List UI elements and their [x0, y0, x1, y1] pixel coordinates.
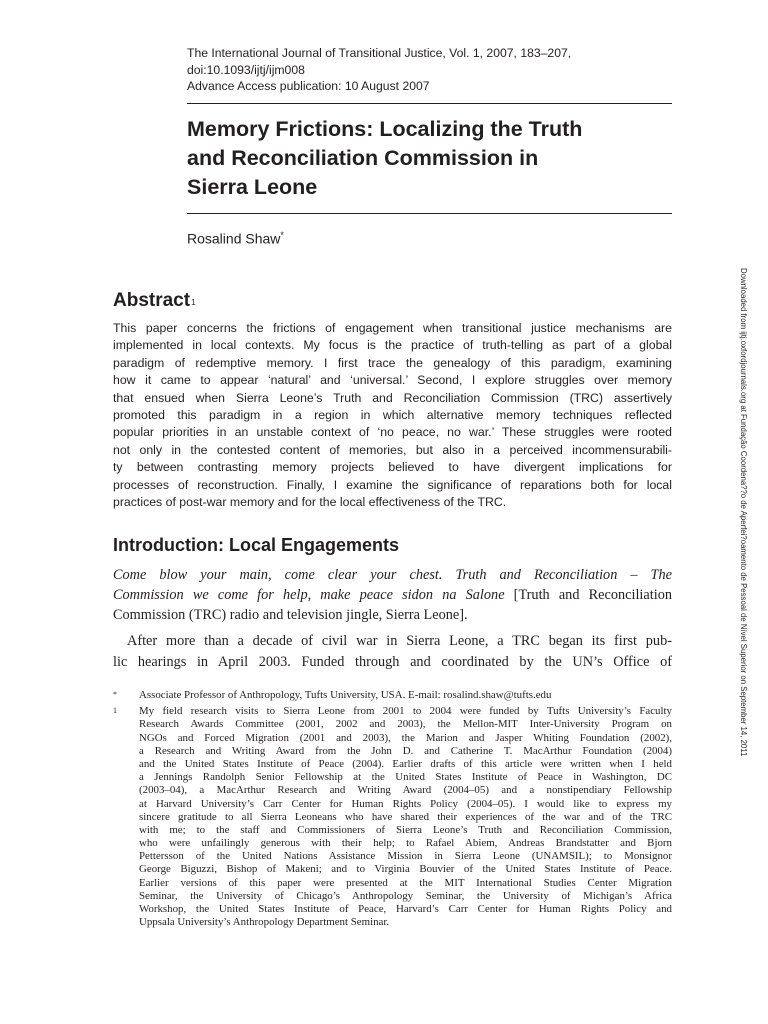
footnote-line: Associate Professor of Anthropology, Tufts University, USA. E-mail: rosalind.shaw@tufts.edu — [139, 689, 552, 701]
abstract-heading — [113, 290, 196, 312]
footnote-line: (2003–04), a MacArthur Research and Writing Award (2004–05) and a nonstipendiary Fellowship — [139, 784, 672, 797]
abstract-line: practices of post-war memory and for the local effectiveness of the TRC. — [113, 494, 507, 509]
abstract-body — [113, 320, 672, 511]
footnote-author — [113, 689, 672, 702]
footnote-line: My field research visits to Sierra Leone from 2001 to 2004 were funded by Tufts University’s Faculty — [139, 705, 672, 718]
title-top-rule — [187, 103, 672, 104]
title-line: Sierra Leone — [187, 175, 318, 199]
abstract-line: how it came to appear ‘natural’ and ‘universal.’ Second, I explore struggles over memory — [113, 373, 672, 388]
author-byline — [187, 230, 284, 247]
doi: doi:10.1093/ijtj/ijm008 — [187, 62, 305, 77]
journal-header — [187, 45, 687, 95]
epigraph-italic-text: Commission we come for help, make peace sidon na Salone — [113, 586, 505, 603]
footnote-line: Workshop, the United States Institute of Peace, Harvard’s Carr Center for Human Rights Policy and — [139, 903, 672, 915]
download-watermark — [736, 268, 748, 768]
footnote-line: Earlier versions of this paper were presented at the MIT International Studies Center Migration — [139, 876, 672, 889]
footnote-mark: * — [113, 690, 117, 699]
abstract-line: that ensued when Sierra Leone’s Truth and Reconciliation Commission (TRC) assertively — [113, 390, 672, 405]
advance-access-date: Advance Access publication: 10 August 2007 — [187, 79, 430, 93]
epigraph-line — [113, 586, 672, 606]
footnote-line: Research Awards Committee (2001, 2002 and 2003), the Mellon-MIT Inter-University Program on — [139, 718, 672, 731]
body-line: lic hearings in April 2003. Funded through and coordinated by the UN’s Office of — [113, 654, 672, 670]
introduction-paragraph — [113, 631, 672, 673]
footnote-line: NGOs and Forced Migration (2001 and 2003), the Marion and Jasper Whiting Foundation (2002), — [139, 731, 672, 744]
abstract-line: paradigm of redemptive memory. I first trace the genealogy of this paradigm, examining — [113, 355, 672, 370]
footnote-mark: 1 — [113, 706, 117, 716]
title-bottom-rule — [187, 213, 672, 214]
epigraph-line — [113, 566, 672, 586]
footnote-line: a Research and Writing Award from the John D. and Catherine T. MacArthur Foundation (2004) — [139, 744, 672, 757]
footnotes — [113, 689, 672, 929]
footnote-line: Seminar, the University of Chicago’s Anthropology Seminar, the University of Michigan’s Africa — [139, 889, 672, 902]
title-line: Memory Frictions: Localizing the Truth — [187, 117, 583, 141]
epigraph-source-text: [Truth and Reconciliation — [504, 586, 672, 603]
footnote-line: with me; to the staff and Commissioners of Sierra Leone’s Truth and Reconciliation Commission, — [139, 823, 672, 836]
article-title — [187, 115, 677, 202]
abstract-line: processes of reconstruction. Finally, I examine the significance of reparations both for local — [113, 477, 672, 492]
footnote-line: and the United States Institute of Peace (2004). Earlier drafts of this article were written when I held — [139, 757, 672, 770]
abstract-line: promoted this paradigm in a region in which alternative memory techniques reflected — [113, 407, 672, 422]
footnote-line: at Harvard University’s Carr Center for Human Rights Policy (2004–05). I would like to express my — [139, 797, 672, 810]
epigraph-line: Commission (TRC) radio and television jingle, Sierra Leone]. — [113, 606, 468, 623]
abstract-line: This paper concerns the frictions of engagement when transitional justice mechanisms are — [113, 321, 672, 335]
footnote-line: Pettersson of the United Nations Assistance Mission in Sierra Leone (UNAMSIL); to Monsignor — [139, 850, 672, 863]
journal-citation: The International Journal of Transitional Justice, Vol. 1, 2007, 183–207, — [187, 46, 572, 60]
footnote-line: who were unfailingly generous with their help; to Rafael Abiem, Andreas Brandstatter and Bjorn — [139, 837, 672, 850]
epigraph-italic-text: Come blow your main, come clear your chest. Truth and Reconciliation – The — [113, 567, 672, 583]
title-line: and Reconciliation Commission in — [187, 146, 539, 170]
abstract-heading-text: Abstract — [113, 290, 191, 311]
abstract-line: popular priorities in an unstable context of ‘no peace, no war.’ These struggles were rooted — [113, 425, 672, 440]
footnote-line: George Biguzzi, Bishop of Makeni; and to Virginia Bouvier of the United States Institute of Peace. — [139, 863, 672, 876]
author-footnote-mark: * — [280, 230, 284, 240]
abstract-line: ty between contrasting memory projects believed to have divergent implications for — [113, 460, 672, 475]
abstract-line: not only in the contested content of memories, but also in a perceived incommensurabili- — [113, 442, 672, 457]
footnote-1 — [113, 705, 672, 929]
footnote-line: sincere gratitude to all Sierra Leoneans who have shared their experiences of the war and of the TRC — [139, 810, 672, 823]
introduction-heading: Introduction: Local Engagements — [113, 535, 400, 555]
download-note-text: Downloaded from ijtj.oxfordjournals.org at Fundação Coordena??o de Aperfei?oamento de Pessoal de Nível Superior on September 14, 2011 — [739, 268, 748, 757]
abstract-footnote-mark: 1 — [191, 298, 196, 307]
abstract-line: implemented in local contexts. My focus is the practice of truth-telling as part of a global — [113, 338, 672, 353]
author-name: Rosalind Shaw — [187, 230, 281, 247]
body-line: After more than a decade of civil war in Sierra Leone, a TRC began its first pub- — [127, 633, 672, 649]
footnote-line: a Jennings Randolph Senior Fellowship at the United States Institute of Peace in Washington, DC — [139, 771, 672, 784]
footnote-line: Uppsala University’s Anthropology Department Seminar. — [139, 916, 390, 929]
epigraph — [113, 566, 672, 625]
